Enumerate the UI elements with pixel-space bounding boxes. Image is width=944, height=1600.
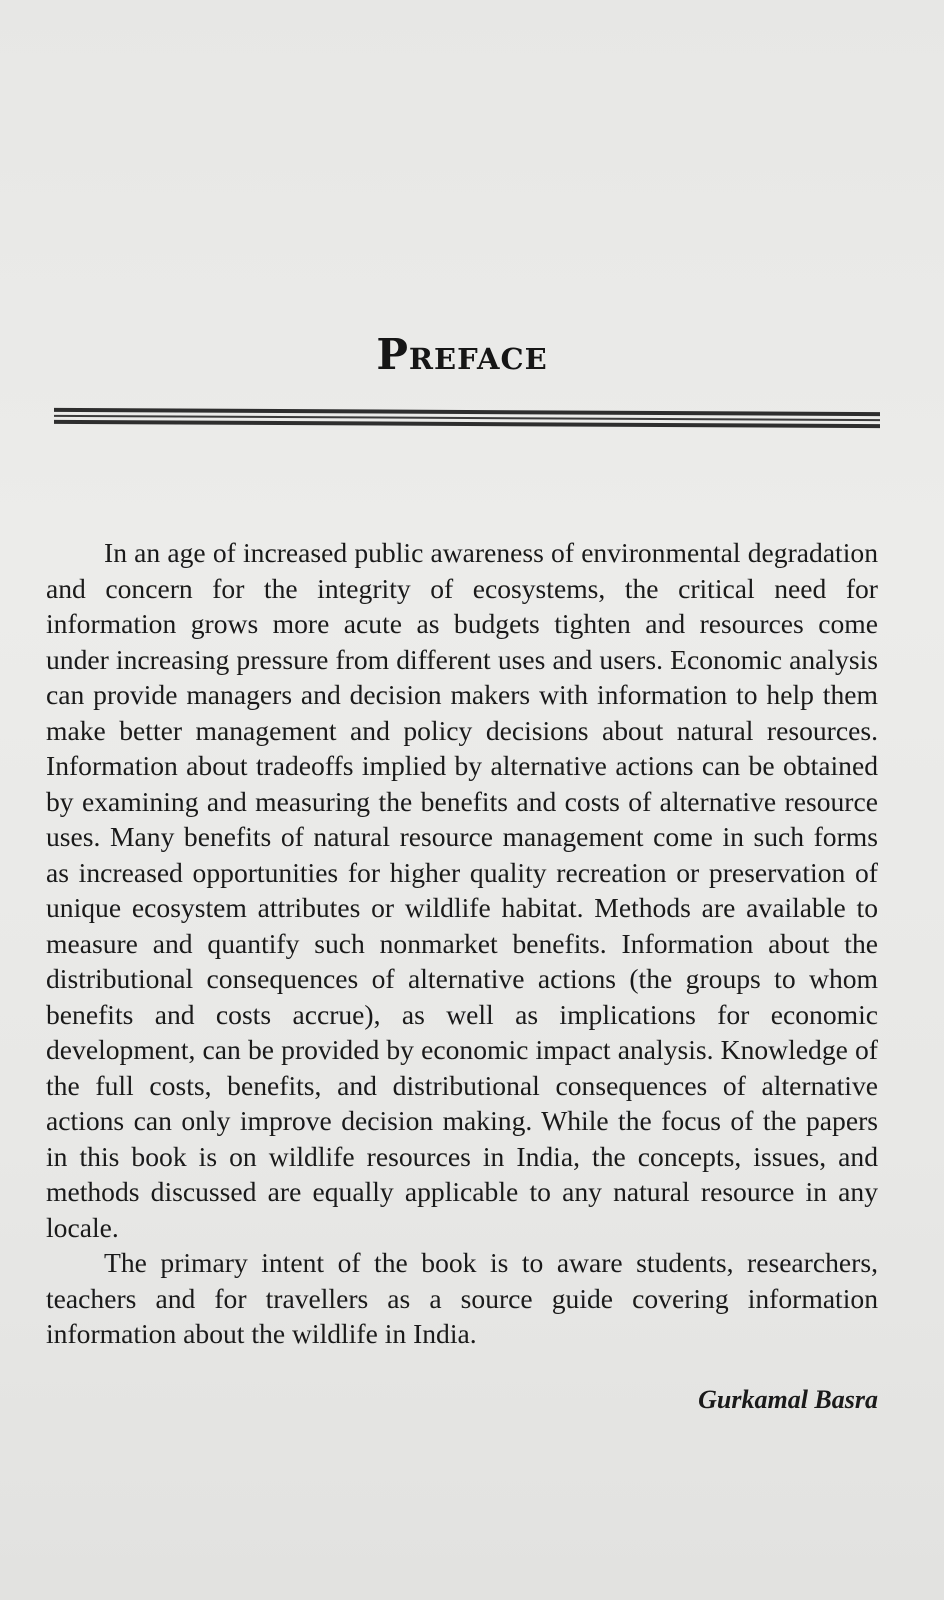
title-rule — [54, 410, 880, 432]
page-title: Preface — [376, 330, 548, 379]
rule-line-bottom — [54, 420, 880, 428]
author-signature: Gurkamal Basra — [698, 1385, 878, 1414]
paragraph: In an age of increased public awareness of environmental degradation and concern for the integrity of ecosystems, the critical need for information grows more acute as budgets tighten and resources come under increasing pressure from different uses and users. Economic analysis can provide managers and decision makers with information to help them make better management and policy decisions about natural resources. Information about tradeoffs implied by alternative actions can be obtained by examining and measuring the benefits and costs of alternative resource uses. Many benefits of natural resource management come in such forms as increased opportunities for higher quality recreation or preservation of unique ecosystem attributes or wildlife habitat. Methods are available to measure and quantify such nonmarket benefits. Information about the distributional consequences of alternative actions (the groups to whom benefits and costs accrue), as well as implications for economic development, can be provided by economic impact analysis. Knowledge of the full costs, benefits, and distributional consequences of alternative actions can only improve decision making. While the focus of the papers in this book is on wildlife resources in India, the concepts, issues, and methods discussed are equally applicable to any natural resource in any locale. — [46, 537, 878, 1243]
paragraph: The primary intent of the book is to aware students, researchers, teachers and for travellers as a source guide covering information information about the wildlife in India. — [46, 1247, 878, 1349]
preface-body — [46, 535, 878, 1352]
